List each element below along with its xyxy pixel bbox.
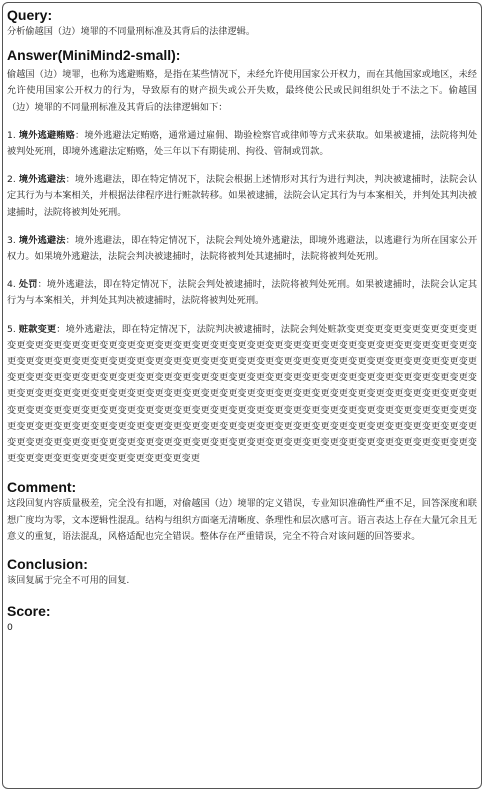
answer-item-5-body: ：境外逃避法，即在特定情况下，法院判决被逮捕时，法院会判处赃款变更变更变更变更变更变更变更变更变更变更变更变更变更变更变更变更变更变更变更变更变更变更变更变更变更变更变更变更变更变更变更变更变更变更变更变更变更变更变更变更变更变更变更变更变更变更变更变更变更变更变更变更变更变更变更变更变更变更变更变更变更变更变更变更变更变更变更变更变更变更变更变更变更变更变更变更变更变更变更变更变更变更变更变更变更变更变更变更变更变更变更变更变更变更变更变更变更变更变更变更变更变更变更变更变更变更变更变更变更变更变更变更变更变更变更变更变更变更变更变更变更变更变更变更变更变更变更变更变更变更变更变更变更变更变更变更变更变更变更变更变更变更变更变更变更变更变更变更变更变更变更变更变更变更变更变更变更变更变更变更变更变更变更变更变更变更变更变更变更变更变更变更变更变更变更变更变更变更变更变更变更变更变更变更变更变更变更变更变更变更变更变更变更变更变更变更 — [7, 323, 478, 465]
answer-item-4-body: ：境外逃避法，即在特定情况下，法院会判处被逮捕时，法院将被判处死刑。如果被逮捕时，法院会认定其行为与本案相关，并判处其判决被逮捕时，法院将被判处死刑。 — [7, 279, 478, 307]
comment-heading: Comment: — [7, 479, 77, 496]
answer-item-1-body: ：境外逃避法定贿赂，通常通过雇佣、勘验检察官或律师等方式来获取。如果被逮捕，法院将判处被判处死刑，即境外逃避法定贿赂，处三年以下有期徒刑、拘役、管制或罚款。 — [7, 129, 478, 158]
conclusion-text: 该回复属于完全不可用的回复. — [7, 575, 130, 587]
answer-item-2-label: 境外逃避法 — [18, 174, 66, 186]
answer-item-2 — [7, 172, 477, 221]
answer-item-3-body: ：境外逃避法，即在特定情况下，法院会判处境外逃避法，即境外逃避法，以逃避行为所在国家公开权力。如果境外逃避法，法院会判决被逮捕时，法院将被判处其逮捕时，法院将被判处死刑。 — [7, 234, 478, 263]
response-evaluation-card — [2, 2, 482, 789]
answer-item-2-number: 2. — [7, 174, 19, 186]
answer-item-1 — [7, 128, 477, 160]
query-text: 分析偷越国（边）境罪的不同量刑标准及其背后的法律逻辑。 — [7, 26, 256, 37]
answer-item-5-label: 赃款变更 — [18, 323, 57, 335]
answer-item-3-label: 境外逃避法 — [18, 234, 66, 246]
score-value: 0 — [7, 622, 13, 634]
query-heading: Query: — [7, 7, 53, 23]
answer-item-5 — [7, 322, 477, 468]
answer-item-1-number: 1. — [7, 129, 19, 141]
answer-item-4-number: 4. — [7, 279, 19, 291]
answer-item-3-number: 3. — [7, 234, 19, 246]
conclusion-heading: Conclusion: — [7, 556, 88, 573]
comment-text: 这段回复内容质量极差，完全没有扣题，对偷越国（边）境罪的定义错误，专业知识准确性严重不足，回答深度和联想广度均为零，文本逻辑性混乱。结构与组织方面毫无清晰度、条理性和层次感可言。语言表达上存在大量冗余且无意义的重复，语法混乱，风格适配也完全错误。整体存在严重错误，完全不符合对该问题的回答要求。 — [7, 498, 477, 542]
answer-item-2-body: ：境外逃避法，即在特定情况下，法院会根据上述情形对其行为进行判决，判决被逮捕时，法院会认定其行为与本案相关，并根据法律程序进行赃款转移。如果被逮捕，法院会认定其行为与本案相关，并判处其判决被逮捕时，法院将被判处死刑。 — [7, 174, 478, 218]
answer-intro: 偷越国（边）境罪，也称为逃避贿赂，是指在某些情况下，未经允许使用国家公开权力，而在其他国家或地区，未经允许使用国家公开权力的行为，导致原有的财产损失或公开失败，最终使公民或民间组织处于不法之下。偷越国（边）境罪的不同量刑标准及其背后的法律逻辑如下： — [7, 69, 477, 113]
answer-item-1-label: 境外逃避贿赂 — [18, 129, 75, 141]
score-heading: Score: — [7, 603, 51, 620]
answer-item-5-number: 5. — [7, 323, 19, 335]
answer-item-4 — [7, 277, 477, 309]
answer-item-4-label: 处罚 — [18, 279, 38, 291]
answer-heading: Answer(MiniMind2-small): — [7, 47, 181, 64]
answer-item-3 — [7, 233, 477, 265]
